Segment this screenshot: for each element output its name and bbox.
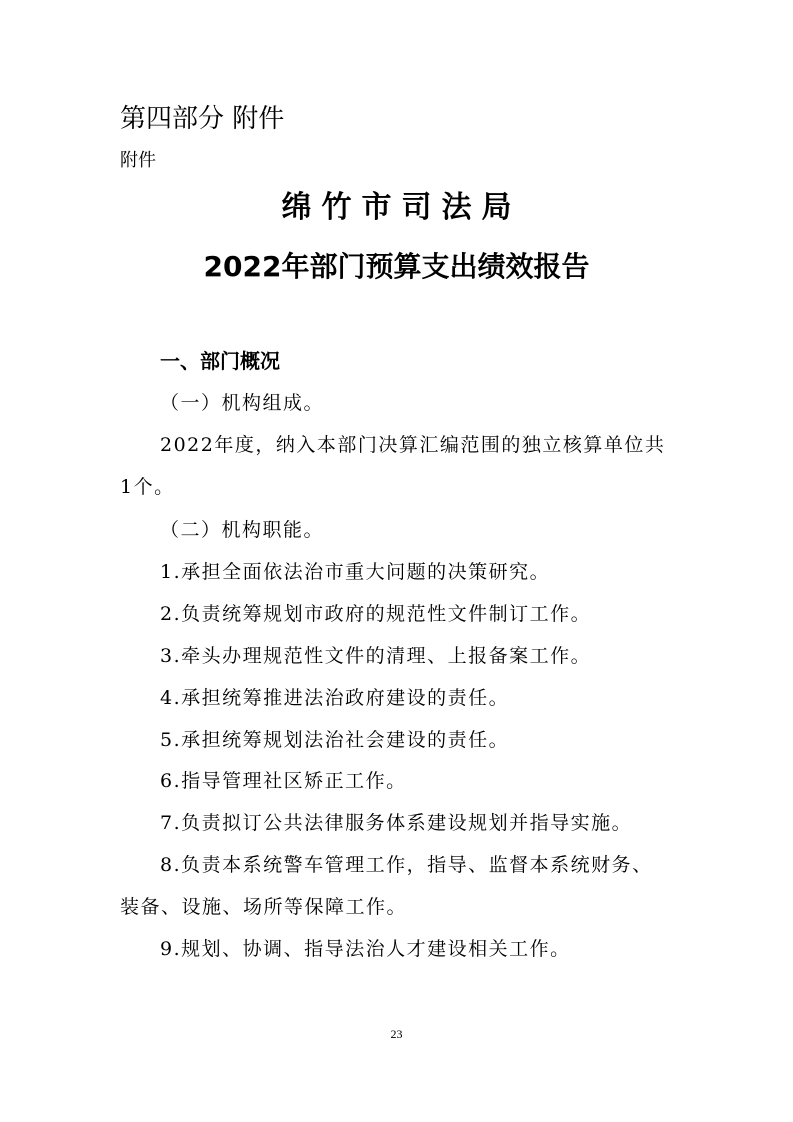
function-item-4: 4.承担统筹推进法治政府建设的责任。 — [160, 687, 510, 709]
page-number: 23 — [390, 1027, 403, 1041]
paragraph-org-functions: （二）机构职能。 — [160, 519, 325, 541]
function-item-3: 3.牵头办理规范性文件的清理、上报备案工作。 — [160, 645, 592, 667]
document-title-organization: 绵竹市司法局 — [281, 190, 522, 225]
function-item-6: 6.指导管理社区矫正工作。 — [160, 770, 407, 792]
function-item-9: 9.规划、协调、指导法治人才建设相关工作。 — [160, 938, 571, 960]
function-item-2: 2.负责统筹规划市政府的规范性文件制订工作。 — [160, 603, 592, 625]
attachment-label: 附件 — [120, 150, 156, 171]
function-item-1: 1.承担全面依法治市重大问题的决策研究。 — [160, 561, 551, 583]
function-item-5: 5.承担统筹规划法治社会建设的责任。 — [160, 729, 510, 751]
paragraph-unit-count-cont: 1个。 — [120, 476, 175, 498]
document-title-report: 2022年部门预算支出绩效报告 — [203, 250, 590, 283]
part-title: 第四部分 附件 — [120, 104, 285, 134]
function-item-8-cont: 装备、设施、场所等保障工作。 — [120, 896, 408, 918]
paragraph-org-composition: （一）机构组成。 — [160, 392, 325, 414]
function-item-7: 7.负责拟订公共法律服务体系建设规划并指导实施。 — [160, 812, 633, 834]
function-item-8: 8.负责本系统警车管理工作，指导、监督本系统财务、 — [160, 854, 653, 876]
section-heading: 一、部门概况 — [160, 349, 280, 373]
paragraph-unit-count: 2022年度，纳入本部门决算汇编范围的独立核算单位共 — [160, 434, 666, 456]
